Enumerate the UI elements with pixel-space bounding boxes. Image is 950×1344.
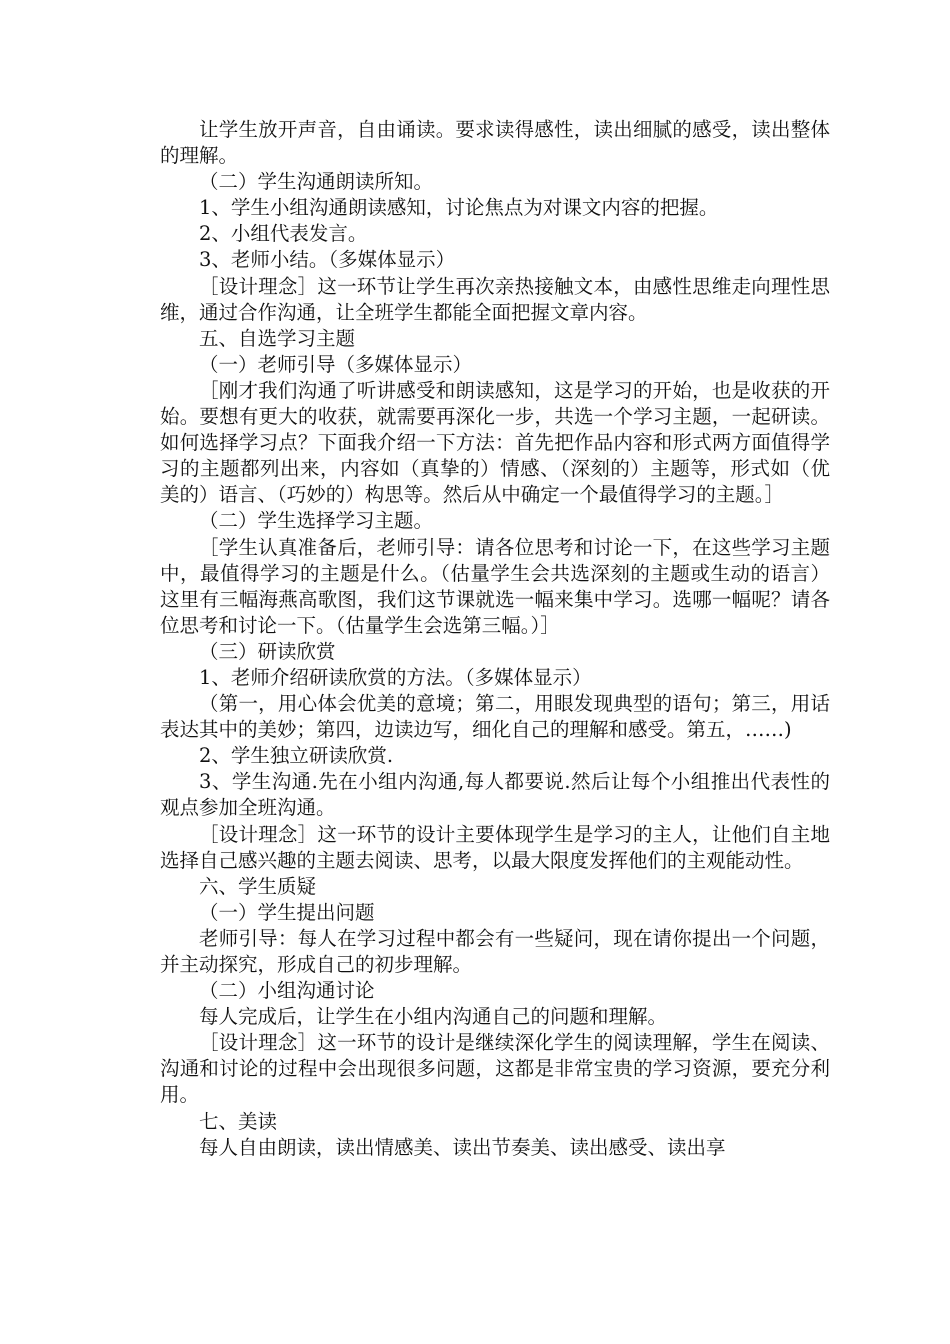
sub-heading: （一）学生提出问题 [199, 900, 375, 924]
sub-heading: （三）研读欣赏 [199, 639, 336, 663]
section-heading: 六、学生质疑 [199, 874, 317, 898]
paragraph: （第一，用心体会优美的意境；第二，用眼发现典型的语句；第三，用话表达其中的美妙；第四，边读边写，细化自己的理解和感受。第五，……) [160, 692, 830, 742]
sub-heading: （二）小组沟通讨论 [199, 979, 375, 1003]
paragraph: 2、小组代表发言。 [199, 222, 368, 246]
paragraph: ［刚才我们沟通了听讲感受和朗读感知，这是学习的开始，也是收获的开始。要想有更大的收获，就需要再深化一步，共选一个学习主题，一起研读。如何选择学习点？下面我介绍一下方法：首先把作品内容和形式两方面值得学习的主题都列出来，内容如（真挚的）情感、（深刻的）主题等，形式如（优美的）语言、（巧妙的）构思等。然后从中确定一个最值得学习的主题。］ [160, 378, 830, 507]
document-body [160, 117, 830, 1161]
paragraph: 2、学生独立研读欣赏. [199, 744, 394, 768]
paragraph: 1、老师介绍研读欣赏的方法。（多媒体显示） [199, 665, 592, 689]
paragraph: （二）学生沟通朗读所知。 [199, 170, 434, 194]
section-heading: 五、自选学习主题 [199, 326, 356, 350]
sub-heading: （一）老师引导（多媒体显示） [199, 352, 473, 376]
paragraph: 1、学生小组沟通朗读感知，讨论焦点为对课文内容的把握。 [199, 196, 719, 220]
paragraph: 3、学生沟通.先在小组内沟通,每人都要说.然后让每个小组推出代表性的观点参加全班沟通。 [160, 770, 830, 820]
paragraph: 3、老师小结。（多媒体显示） [199, 248, 456, 272]
section-heading: 七、美读 [199, 1109, 278, 1133]
paragraph: 老师引导：每人在学习过程中都会有一些疑问，现在请你提出一个问题，并主动探究，形成自己的初步理解。 [160, 926, 830, 976]
paragraph: ［设计理念］这一环节让学生再次亲热接触文本，由感性思维走向理性思维，通过合作沟通，让全班学生都能全面把握文章内容。 [160, 274, 830, 324]
paragraph: ［学生认真准备后，老师引导：请各位思考和讨论一下，在这些学习主题中，最值得学习的主题是什么。（估量学生会共选深刻的主题或生动的语言）这里有三幅海燕高歌图，我们这节课就选一幅来集中学习。选哪一幅呢？请各位思考和讨论一下。（估量学生会选第三幅。）］ [160, 535, 830, 637]
paragraph: 让学生放开声音，自由诵读。要求读得感性，读出细腻的感受，读出整体的理解。 [160, 118, 830, 168]
paragraph: ［设计理念］这一环节的设计是继续深化学生的阅读理解，学生在阅读、沟通和讨论的过程中会出现很多问题，这都是非常宝贵的学习资源，要充分利用。 [160, 1031, 830, 1107]
paragraph: ［设计理念］这一环节的设计主要体现学生是学习的主人，让他们自主地选择自己感兴趣的主题去阅读、思考，以最大限度发挥他们的主观能动性。 [160, 822, 830, 872]
sub-heading: （二）学生选择学习主题。 [199, 509, 434, 533]
paragraph: 每人完成后，让学生在小组内沟通自己的问题和理解。 [199, 1005, 668, 1029]
paragraph: 每人自由朗读，读出情感美、读出节奏美、读出感受、读出享 [199, 1135, 726, 1159]
